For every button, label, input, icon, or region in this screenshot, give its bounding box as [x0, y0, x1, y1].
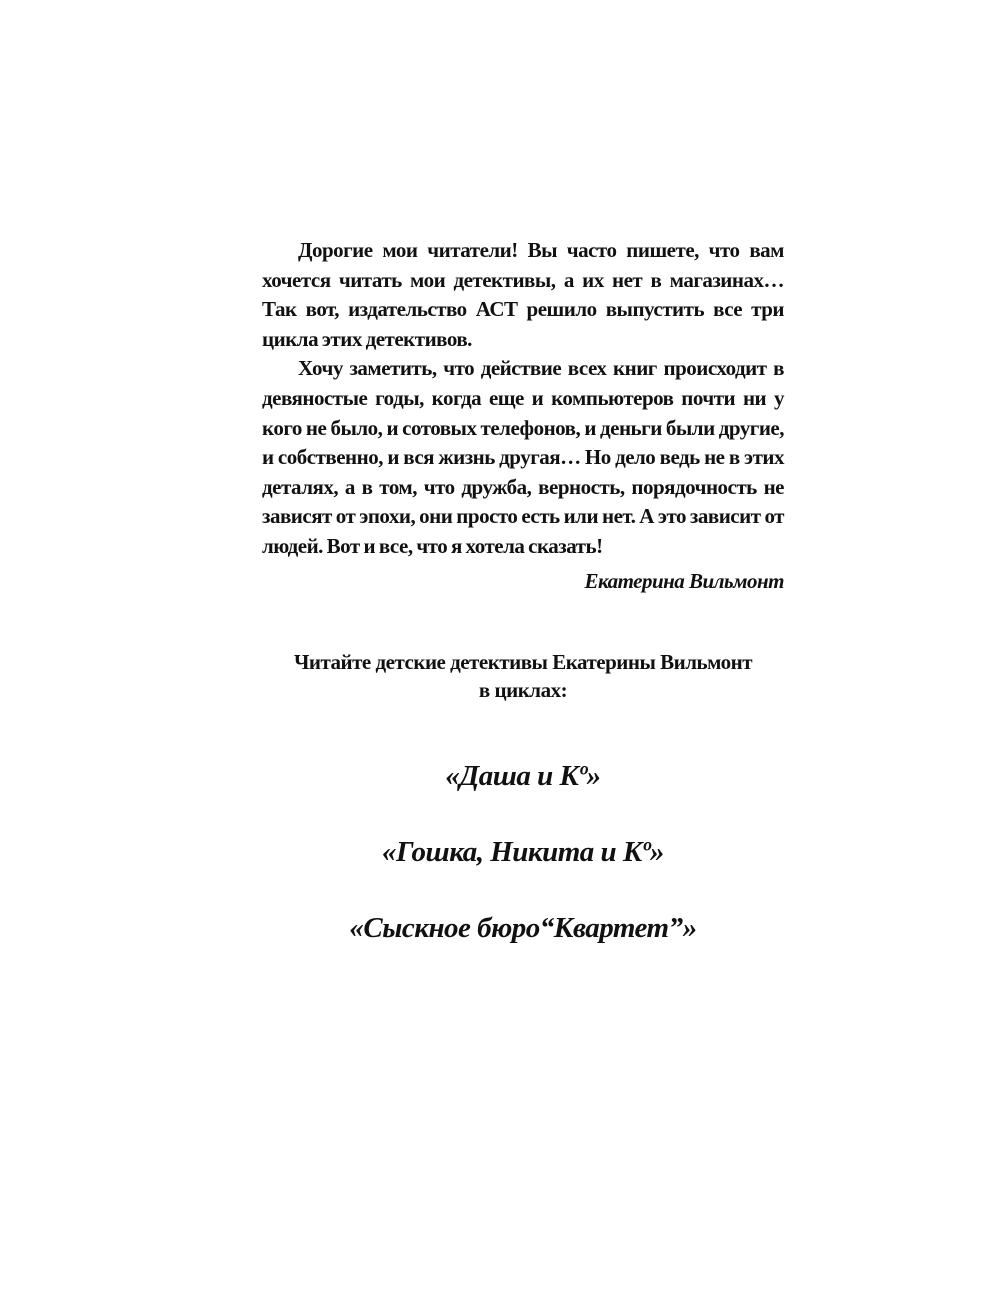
- invitation-line-2: в циклах:: [478, 678, 568, 702]
- letter-paragraph-2: Хочу заметить, что действие всех книг происходит в девяностые годы, когда еще и компьютеров почти ни у кого не было, и сотовых телефонов, и деньги были другие, и собственно, и вся жизнь другая… Но дело ведь не в этих деталях, а в том, что дружба, верность, порядочность не зависят от эпохи, они просто есть или нет. А это зависит от людей. Вот и все, что я хотела сказать!: [262, 356, 784, 558]
- series-invitation: [262, 648, 784, 704]
- author-letter: [262, 236, 784, 596]
- series-title-kvartet: «Сыскное бюро“Квартет”»: [349, 912, 697, 944]
- series-title-dasha: «Даша и Kº»: [445, 760, 601, 792]
- invitation-line-1: Читайте детские детективы Екатерины Вильмонт: [293, 650, 753, 674]
- series-title-goshka-nikita: «Гошка, Никита и Kº»: [382, 836, 664, 868]
- letter-paragraph-1: Дорогие мои читатели! Вы часто пишете, что вам хочется читать мои детективы, а их нет в магазинах… Так вот, издательство АСТ решило выпустить все три цикла этих детективов.: [262, 238, 784, 351]
- series-list: [262, 756, 784, 984]
- author-signature: Екатерина Вильмонт: [584, 568, 784, 593]
